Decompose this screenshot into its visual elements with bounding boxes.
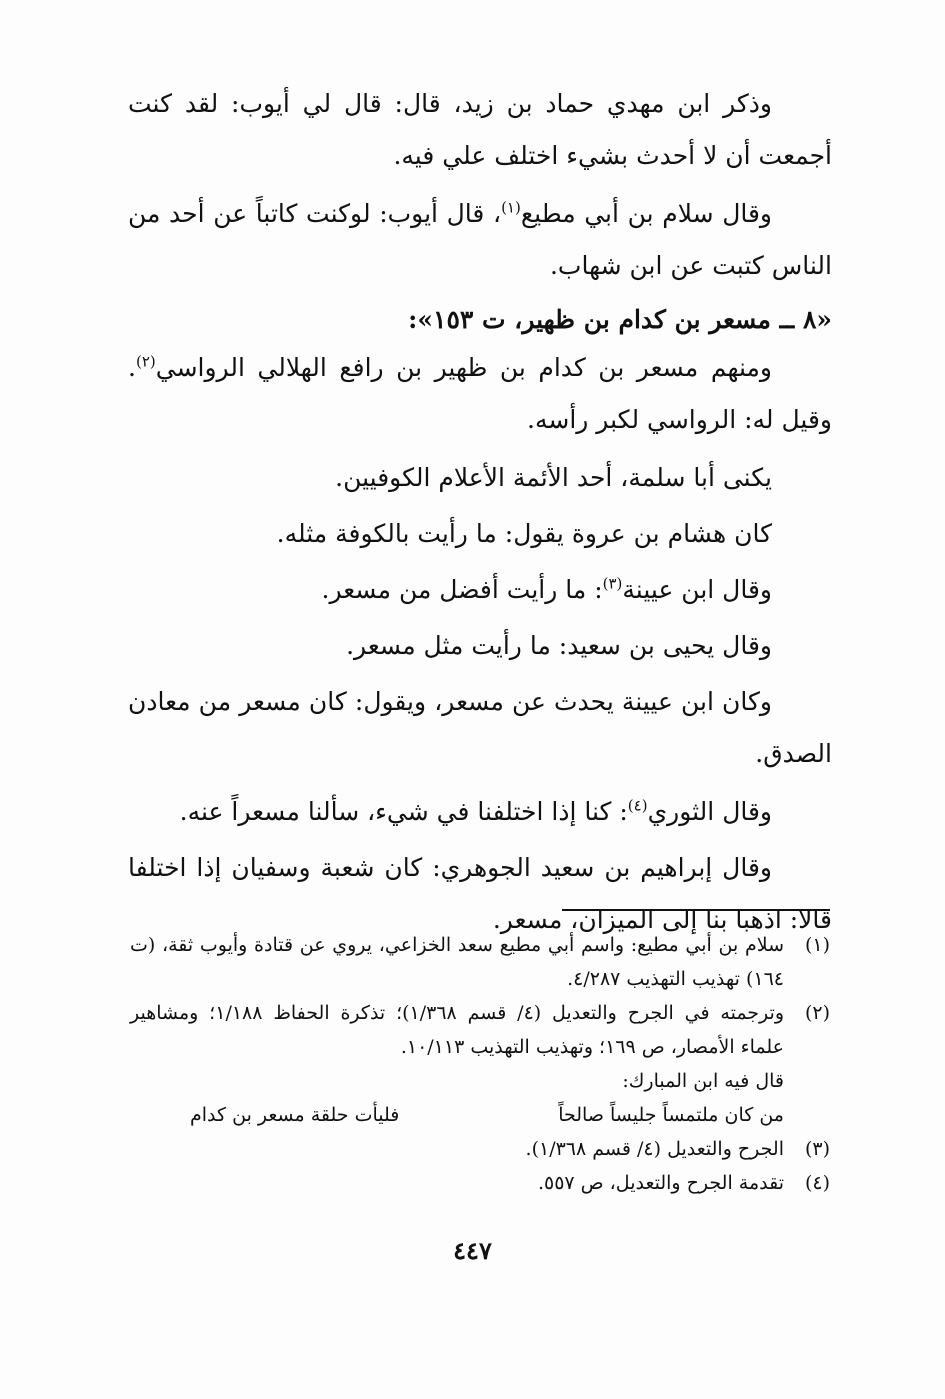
footnote-4 [130,1166,830,1200]
paragraph-9-end: : كنا إذا اختلفنا في شيء، سألنا مسعراً عنه. [179,797,628,826]
paragraph-9 [128,786,832,838]
paragraph-6-end: : ما رأيت أفضل من مسعر. [321,575,603,604]
paragraph-1: وذكر ابن مهدي حماد بن زيد، قال: قال لي أيوب: لقد كنت أجمعت أن لا أحدث بشيء اختلف علي فيه. [128,89,832,170]
footnote-4-number: (٤) [804,1172,830,1194]
footnote-2-quote-intro: قال فيه ابن المبارك: [622,1070,784,1092]
paragraph-8: وكان ابن عيينة يحدث عن مسعر، ويقول: كان مسعر من معادن الصدق. [128,687,832,768]
footnote-1 [130,928,830,996]
footnote-2 [130,996,830,1064]
footnote-3-number: (٣) [804,1138,830,1160]
paragraph-7: وقال يحيى بن سعيد: ما رأيت مثل مسعر. [346,631,772,660]
paragraph-3-end: . وقيل له: الرواسي لكبر رأسه. [128,353,832,434]
main-text [128,78,832,952]
paragraph-10: وقال إبراهيم بن سعيد الجوهري: كان شعبة وسفيان إذا اختلفا قالا: اذهبا بنا إلى الميزان، مسعر. [128,853,832,934]
footnote-1-number: (١) [804,934,830,956]
paragraph-2-start: وقال سلام بن أبي مطيع [520,199,772,228]
footnote-3-text: الجرح والتعديل (٤/ قسم ١/٣٦٨). [525,1138,784,1160]
footnotes [130,928,830,1200]
verse-first-hemistich: من كان ملتمساً جليساً صالحاً [558,1104,784,1126]
footnote-ref-4[interactable]: (٤) [627,796,648,815]
paragraph-3 [128,342,832,446]
paragraph-9-start: وقال الثوري [647,797,772,826]
footnote-2-text: وترجمته في الجرح والتعديل (٤/ قسم ١/٣٦٨)؛ تذكرة الحفاظ ١/١٨٨؛ ومشاهير علماء الأمصار، ص ١٦٩؛ وتهذيب التهذيب ١٠/١١٣. [130,1002,784,1058]
paragraph-2 [128,188,832,292]
paragraph-3-start: ومنهم مسعر بن كدام بن ظهير بن رافع الهلالي الرواسي [155,353,772,382]
section-heading: «٨ ــ مسعر بن كدام بن ظهير، ت ١٥٣»: [408,305,832,334]
page-number: ٤٤٧ [453,1236,492,1265]
footnote-separator [562,909,830,911]
footnote-3 [130,1132,830,1166]
paragraph-5: كان هشام بن عروة يقول: ما رأيت بالكوفة مثله. [276,519,772,548]
verse-second-hemistich: فليأت حلقة مسعر بن كدام [190,1104,400,1126]
footnote-1-text: سلام بن أبي مطيع: واسم أبي مطيع سعد الخزاعي، يروي عن قتادة وأيوب ثقة، (ت ١٦٤) تهذيب التهذيب ٤/٢٨٧. [130,934,784,990]
paragraph-4: يكنى أبا سلمة، أحد الأئمة الأعلام الكوفيين. [335,463,772,492]
footnote-2-verse [190,1098,784,1132]
paragraph-6-start: وقال ابن عيينة [622,575,772,604]
footnote-ref-3[interactable]: (٣) [602,574,623,593]
footnote-4-text: تقدمة الجرح والتعديل، ص ٥٥٧. [537,1172,784,1194]
footnote-ref-2[interactable]: (٢) [135,352,156,371]
footnote-2-number: (٢) [804,1002,830,1024]
paragraph-6 [128,564,832,616]
footnote-ref-1[interactable]: (١) [501,198,521,217]
paragraph-2-end: ، قال أيوب: لوكنت كاتباً عن أحد من الناس كتبت عن ابن شهاب. [128,199,832,280]
